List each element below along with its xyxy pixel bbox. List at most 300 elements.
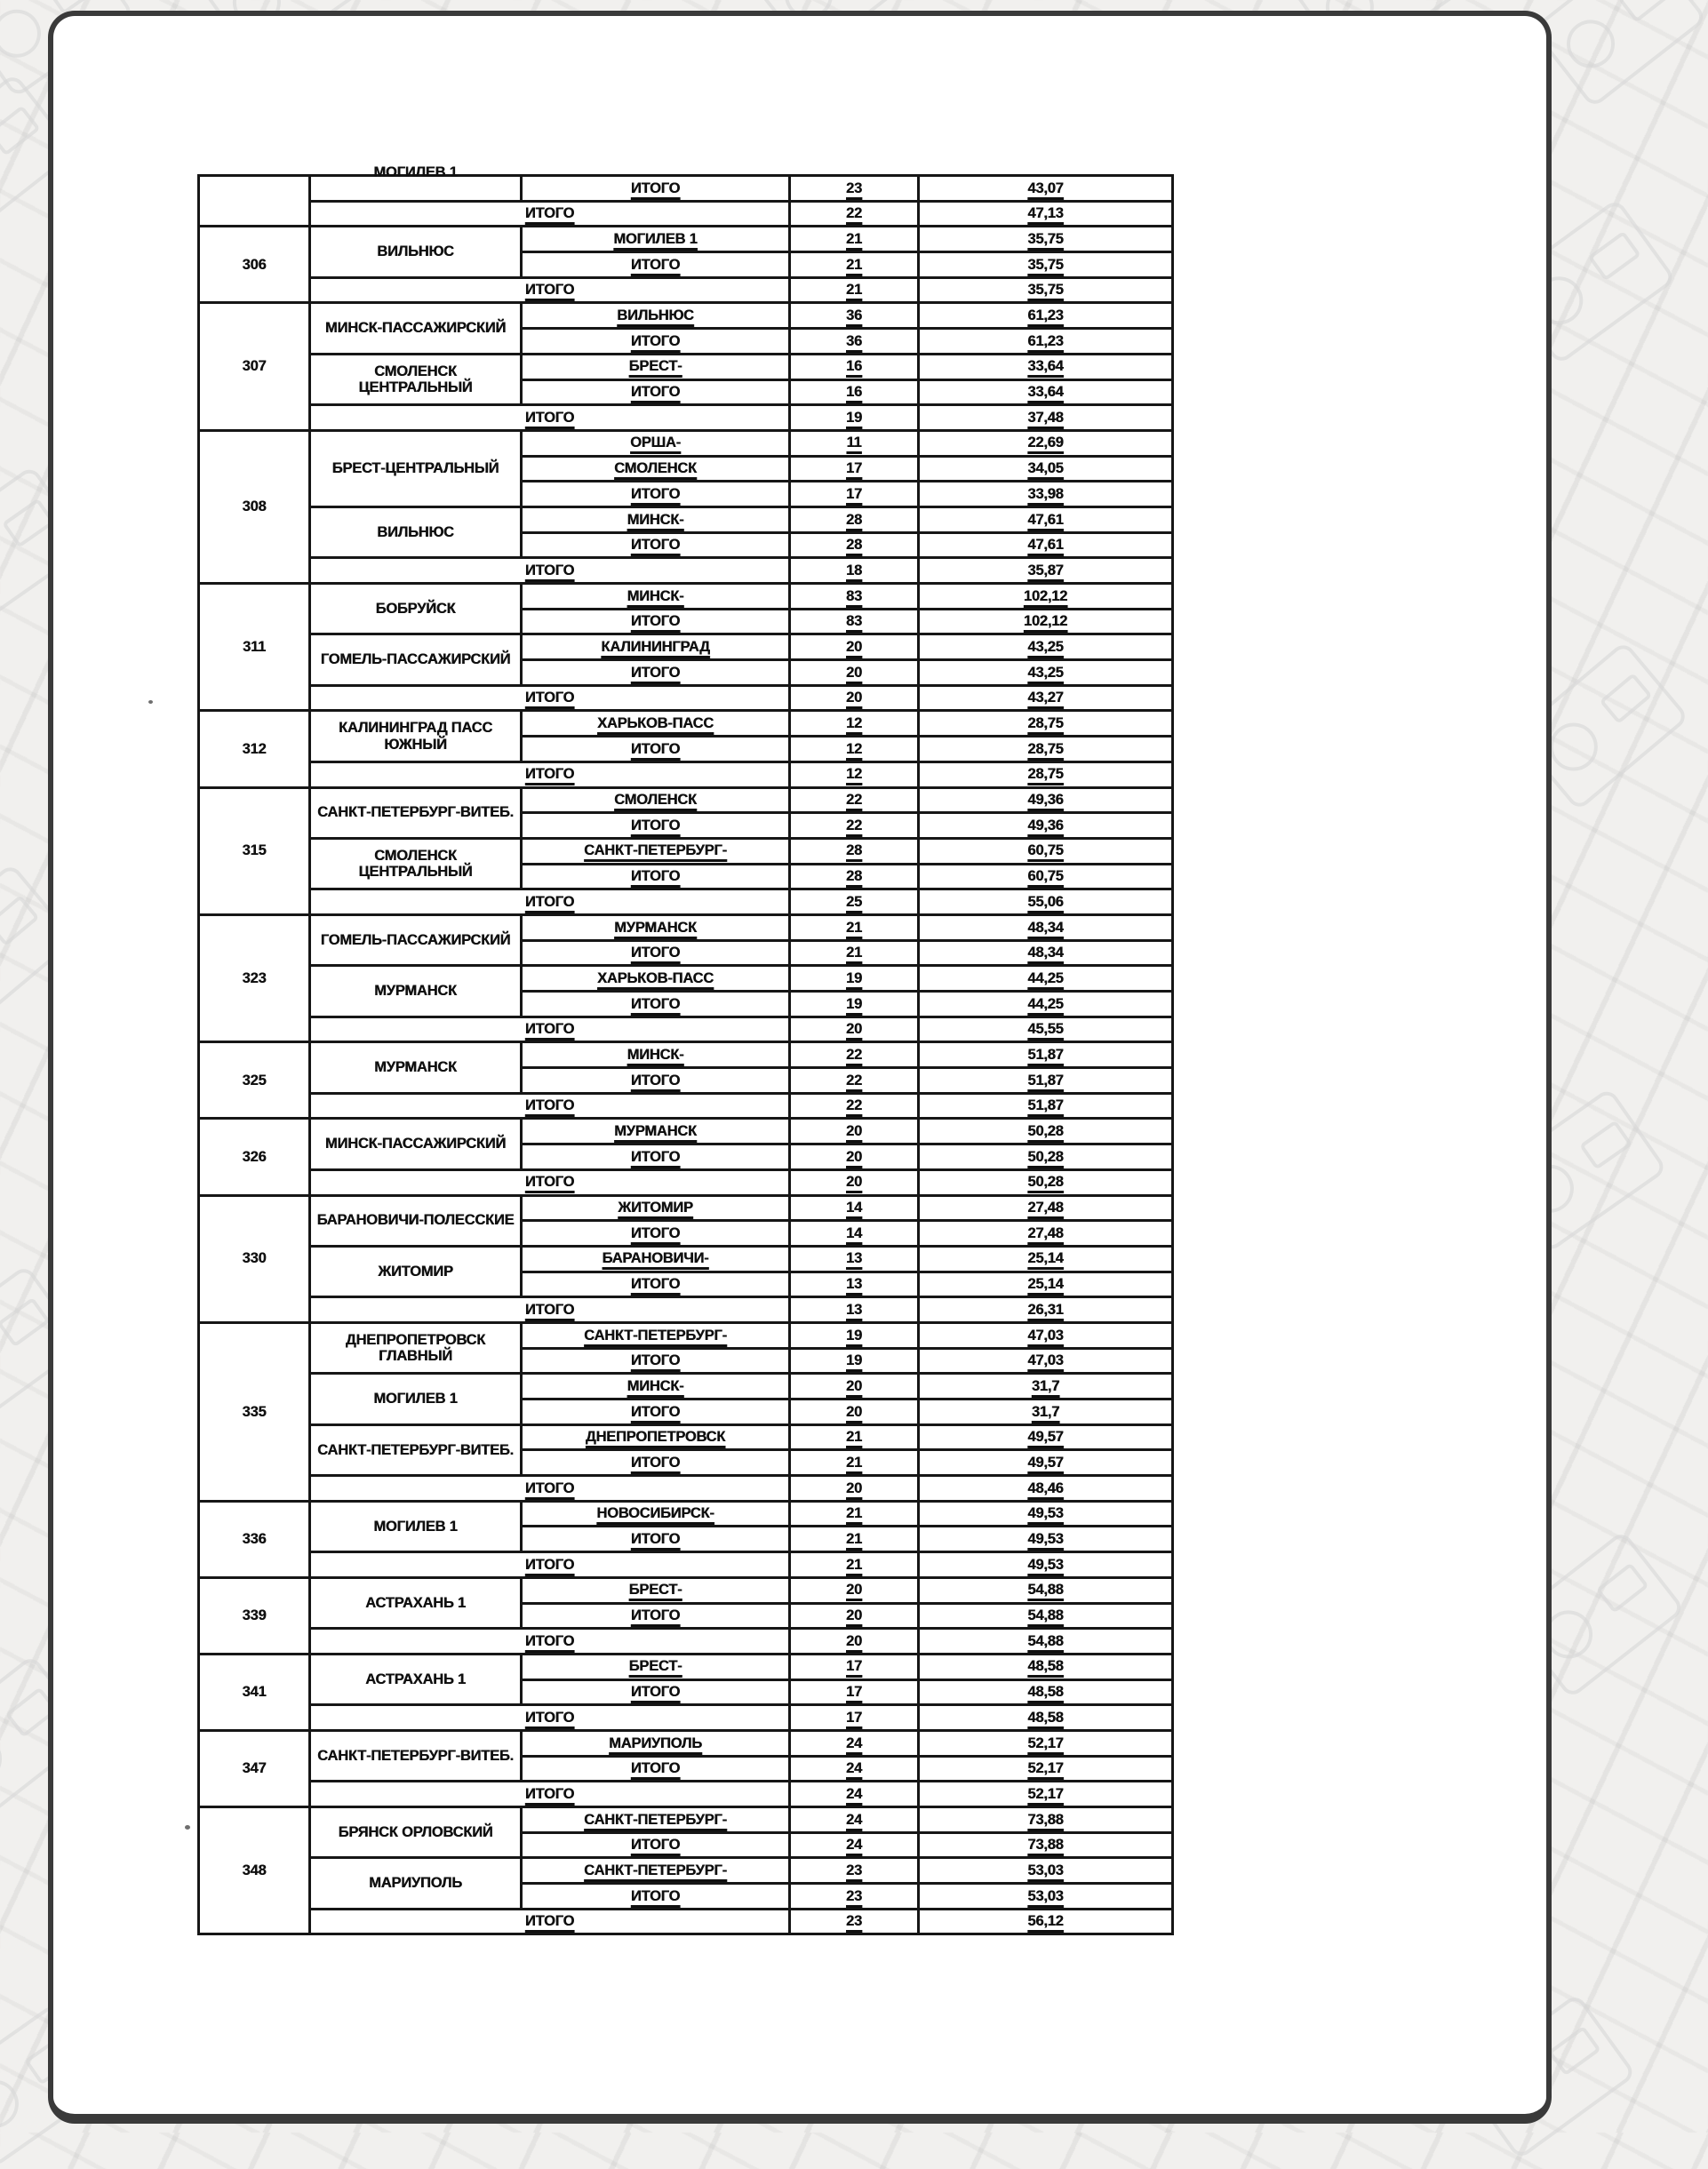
- count-cell: 20: [790, 660, 919, 686]
- value-cell: 49,53: [919, 1527, 1173, 1552]
- substation-cell: НОВОСИБИРСК-: [522, 1501, 790, 1527]
- substation-cell: ИТОГО: [522, 1450, 790, 1476]
- value-cell: 43,25: [919, 660, 1173, 686]
- table-row: [199, 1577, 1173, 1603]
- block-total-value: 52,17: [919, 1782, 1173, 1807]
- count-cell: 11: [790, 430, 919, 456]
- block-total-row: [199, 277, 1173, 303]
- block-total-row: [199, 558, 1173, 584]
- train-number-cell: 326: [199, 1119, 310, 1195]
- substation-cell: ИТОГО: [522, 1348, 790, 1374]
- station-cell: МОГИЛЕВ 1: [310, 1374, 522, 1424]
- substation-cell: МИНСК-: [522, 1042, 790, 1068]
- count-cell: 21: [790, 914, 919, 940]
- station-cell: БРЕСТ-ЦЕНТРАЛЬНЫЙ: [310, 430, 522, 506]
- scanned-page: [48, 11, 1552, 2124]
- table-row: [199, 1501, 1173, 1527]
- count-cell: 12: [790, 711, 919, 737]
- substation-cell: МИНСК-: [522, 1374, 790, 1399]
- substation-cell: ИТОГО: [522, 1679, 790, 1705]
- station-cell: АСТРАХАНЬ 1: [310, 1654, 522, 1704]
- block-total-value: 28,75: [919, 762, 1173, 787]
- value-cell: 31,7: [919, 1399, 1173, 1425]
- train-number-cell: 341: [199, 1654, 310, 1730]
- train-number-cell: 325: [199, 1042, 310, 1119]
- station-cell: САНКТ-ПЕТЕРБУРГ-ВИТЕБ.: [310, 1730, 522, 1781]
- table-row: [199, 914, 1173, 940]
- count-cell: 23: [790, 1884, 919, 1910]
- value-cell: 61,23: [919, 303, 1173, 329]
- value-cell: 49,57: [919, 1450, 1173, 1476]
- count-cell: 23: [790, 1858, 919, 1884]
- substation-cell: ВИЛЬНЮС: [522, 303, 790, 329]
- block-total-label: ИТОГО: [310, 1476, 790, 1502]
- substation-cell: ИТОГО: [522, 252, 790, 278]
- train-report-body: [199, 164, 1173, 1934]
- block-total-value: 54,88: [919, 1629, 1173, 1655]
- substation-cell: ИТОГО: [522, 992, 790, 1017]
- value-cell: 28,75: [919, 737, 1173, 762]
- value-cell: 53,03: [919, 1858, 1173, 1884]
- table-row: [199, 1730, 1173, 1756]
- substation-cell: ЖИТОМИР: [522, 1195, 790, 1221]
- block-total-count: 12: [790, 762, 919, 787]
- block-total-row: [199, 889, 1173, 915]
- substation-cell: ИТОГО: [522, 532, 790, 558]
- substation-cell: ИТОГО: [522, 940, 790, 966]
- table-row: [199, 506, 1173, 532]
- count-cell: 24: [790, 1730, 919, 1756]
- count-cell: 16: [790, 354, 919, 379]
- block-total-row: [199, 1705, 1173, 1731]
- station-cell: САНКТ-ПЕТЕРБУРГ-ВИТЕБ.: [310, 1424, 522, 1475]
- table-row: [199, 430, 1173, 456]
- station-cell: ВИЛЬНЮС: [310, 227, 522, 277]
- table-row: [199, 787, 1173, 813]
- value-cell: 53,03: [919, 1884, 1173, 1910]
- substation-cell: ИТОГО: [522, 1527, 790, 1552]
- substation-cell: СМОЛЕНСК: [522, 787, 790, 813]
- count-cell: 22: [790, 787, 919, 813]
- table-row: [199, 1654, 1173, 1679]
- table-row: [199, 1195, 1173, 1221]
- substation-cell: МАРИУПОЛЬ: [522, 1730, 790, 1756]
- train-number-cell: 312: [199, 711, 310, 787]
- count-cell: 14: [790, 1195, 919, 1221]
- station-cell: САНКТ-ПЕТЕРБУРГ-ВИТЕБ.: [310, 787, 522, 838]
- station-cell: МУРМАНСК: [310, 966, 522, 1017]
- count-cell: 19: [790, 1348, 919, 1374]
- substation-cell: ДНЕПРОПЕТРОВСК: [522, 1424, 790, 1450]
- substation-cell: ИТОГО: [522, 737, 790, 762]
- value-cell: 54,88: [919, 1577, 1173, 1603]
- block-total-label: ИТОГО: [310, 1552, 790, 1578]
- value-cell: 49,36: [919, 813, 1173, 839]
- block-total-label: ИТОГО: [310, 1629, 790, 1655]
- block-total-value: 45,55: [919, 1017, 1173, 1042]
- count-cell: 13: [790, 1246, 919, 1272]
- train-number-cell: 348: [199, 1807, 310, 1934]
- substation-cell: ИТОГО: [522, 1884, 790, 1910]
- count-cell: 22: [790, 1042, 919, 1068]
- count-cell: 17: [790, 456, 919, 482]
- count-cell: 17: [790, 1654, 919, 1679]
- substation-cell: ИТОГО: [522, 1756, 790, 1782]
- block-total-label: ИТОГО: [310, 1093, 790, 1119]
- table-row: [199, 966, 1173, 992]
- table-row: [199, 1424, 1173, 1450]
- value-cell: 47,61: [919, 506, 1173, 532]
- block-total-count: 20: [790, 1169, 919, 1195]
- substation-cell: САНКТ-ПЕТЕРБУРГ-: [522, 1807, 790, 1833]
- count-cell: 13: [790, 1272, 919, 1297]
- value-cell: 73,88: [919, 1807, 1173, 1833]
- block-total-count: 21: [790, 1552, 919, 1578]
- value-cell: 44,25: [919, 966, 1173, 992]
- train-number-cell: [199, 176, 310, 227]
- block-total-count: 18: [790, 558, 919, 584]
- substation-cell: САНКТ-ПЕТЕРБУРГ-: [522, 1322, 790, 1348]
- count-cell: 12: [790, 737, 919, 762]
- count-cell: 20: [790, 1119, 919, 1144]
- train-number-cell: 330: [199, 1195, 310, 1322]
- substation-cell: ИТОГО: [522, 1832, 790, 1858]
- block-total-count: 20: [790, 1476, 919, 1502]
- substation-cell: САНКТ-ПЕТЕРБУРГ-: [522, 838, 790, 864]
- table-row: [199, 354, 1173, 379]
- count-cell: 22: [790, 813, 919, 839]
- value-cell: 52,17: [919, 1756, 1173, 1782]
- value-cell: 22,69: [919, 430, 1173, 456]
- station-cell: СМОЛЕНСК ЦЕНТРАЛЬНЫЙ: [310, 838, 522, 889]
- substation-cell: ИТОГО: [522, 1221, 790, 1247]
- count-cell: 21: [790, 1450, 919, 1476]
- table-row: [199, 303, 1173, 329]
- count-cell: 24: [790, 1807, 919, 1833]
- train-report-table: [197, 164, 1174, 1935]
- substation-cell: ХАРЬКОВ-ПАСС: [522, 966, 790, 992]
- substation-cell: ИТОГО: [522, 1399, 790, 1425]
- block-total-label: ИТОГО: [310, 1297, 790, 1323]
- value-cell: 60,75: [919, 864, 1173, 889]
- block-total-value: 37,48: [919, 405, 1173, 431]
- count-cell: 21: [790, 1501, 919, 1527]
- substation-cell: ИТОГО: [522, 660, 790, 686]
- count-cell: 19: [790, 966, 919, 992]
- substation-cell: ИТОГО: [522, 329, 790, 355]
- count-cell: 23: [790, 176, 919, 202]
- block-total-value: 48,58: [919, 1705, 1173, 1731]
- substation-cell: ИТОГО: [522, 379, 790, 405]
- count-cell: 24: [790, 1756, 919, 1782]
- table-row: [199, 634, 1173, 660]
- value-cell: 61,23: [919, 329, 1173, 355]
- value-cell: 33,64: [919, 354, 1173, 379]
- block-total-row: [199, 1297, 1173, 1323]
- train-number-cell: 339: [199, 1577, 310, 1654]
- block-total-count: 19: [790, 405, 919, 431]
- count-cell: 16: [790, 379, 919, 405]
- station-cell: МАРИУПОЛЬ: [310, 1858, 522, 1909]
- block-total-row: [199, 1169, 1173, 1195]
- value-cell: 48,34: [919, 940, 1173, 966]
- block-total-value: 35,75: [919, 277, 1173, 303]
- count-cell: 20: [790, 1399, 919, 1425]
- count-cell: 20: [790, 634, 919, 660]
- station-cell: КАЛИНИНГРАД ПАСС ЮЖНЫЙ: [310, 711, 522, 762]
- train-number-cell: 315: [199, 787, 310, 914]
- value-cell: 25,14: [919, 1272, 1173, 1297]
- block-total-value: 35,87: [919, 558, 1173, 584]
- value-cell: 49,36: [919, 787, 1173, 813]
- train-number-cell: 311: [199, 584, 310, 711]
- block-total-count: 21: [790, 277, 919, 303]
- substation-cell: МИНСК-: [522, 584, 790, 610]
- table-row: [199, 1322, 1173, 1348]
- block-total-value: 49,53: [919, 1552, 1173, 1578]
- substation-cell: ИТОГО: [522, 1144, 790, 1170]
- block-total-value: 55,06: [919, 889, 1173, 915]
- value-cell: 60,75: [919, 838, 1173, 864]
- value-cell: 54,88: [919, 1603, 1173, 1629]
- table-row: [199, 584, 1173, 610]
- table-row: [199, 1119, 1173, 1144]
- substation-cell: БРЕСТ-: [522, 1577, 790, 1603]
- count-cell: 20: [790, 1603, 919, 1629]
- substation-cell: ИТОГО: [522, 1603, 790, 1629]
- count-cell: 36: [790, 303, 919, 329]
- block-total-count: 24: [790, 1782, 919, 1807]
- station-cell: МУРМАНСК: [310, 1042, 522, 1093]
- substation-cell: САНКТ-ПЕТЕРБУРГ-: [522, 1858, 790, 1884]
- table-row: [199, 1807, 1173, 1833]
- value-cell: 25,14: [919, 1246, 1173, 1272]
- substation-cell: ИТОГО: [522, 864, 790, 889]
- block-total-count: 22: [790, 1093, 919, 1119]
- substation-cell: СМОЛЕНСК: [522, 456, 790, 482]
- count-cell: 20: [790, 1374, 919, 1399]
- table-row: [199, 1042, 1173, 1068]
- block-total-count: 20: [790, 1629, 919, 1655]
- value-cell: 35,75: [919, 252, 1173, 278]
- block-total-row: [199, 1017, 1173, 1042]
- substation-cell: ХАРЬКОВ-ПАСС: [522, 711, 790, 737]
- block-total-label: ИТОГО: [310, 762, 790, 787]
- substation-cell: МУРМАНСК: [522, 1119, 790, 1144]
- block-total-row: [199, 1476, 1173, 1502]
- train-number-cell: 307: [199, 303, 310, 430]
- block-total-label: ИТОГО: [310, 201, 790, 227]
- value-cell: 49,53: [919, 1501, 1173, 1527]
- block-total-value: 50,28: [919, 1169, 1173, 1195]
- train-number-cell: 347: [199, 1730, 310, 1806]
- station-cell: МОГИЛЕВ 1: [310, 1501, 522, 1551]
- value-cell: 47,03: [919, 1322, 1173, 1348]
- block-total-label: ИТОГО: [310, 1909, 790, 1934]
- train-number-cell: 336: [199, 1501, 310, 1577]
- value-cell: 48,34: [919, 914, 1173, 940]
- block-total-label: ИТОГО: [310, 1017, 790, 1042]
- substation-cell: МИНСК-: [522, 506, 790, 532]
- count-cell: 28: [790, 864, 919, 889]
- value-cell: 43,25: [919, 634, 1173, 660]
- substation-cell: БРЕСТ-: [522, 354, 790, 379]
- substation-cell: БРЕСТ-: [522, 1654, 790, 1679]
- count-cell: 21: [790, 227, 919, 252]
- count-cell: 20: [790, 1577, 919, 1603]
- block-total-row: [199, 762, 1173, 787]
- value-cell: 27,48: [919, 1221, 1173, 1247]
- table-row: [199, 711, 1173, 737]
- value-cell: 50,28: [919, 1119, 1173, 1144]
- value-cell: 51,87: [919, 1068, 1173, 1094]
- block-total-label: ИТОГО: [310, 1782, 790, 1807]
- count-cell: 17: [790, 1679, 919, 1705]
- value-cell: 34,05: [919, 456, 1173, 482]
- value-cell: 102,12: [919, 584, 1173, 610]
- station-cell: БРЯНСК ОРЛОВСКИЙ: [310, 1807, 522, 1858]
- value-cell: 33,64: [919, 379, 1173, 405]
- block-total-label: ИТОГО: [310, 1169, 790, 1195]
- block-total-label: ИТОГО: [310, 277, 790, 303]
- substation-cell: ОРША-: [522, 430, 790, 456]
- count-cell: 28: [790, 532, 919, 558]
- block-total-count: 25: [790, 889, 919, 915]
- block-total-count: 17: [790, 1705, 919, 1731]
- value-cell: 51,87: [919, 1042, 1173, 1068]
- block-total-row: [199, 1093, 1173, 1119]
- station-cell: ДНЕПРОПЕТРОВСК ГЛАВНЫЙ: [310, 1322, 522, 1373]
- value-cell: 102,12: [919, 609, 1173, 634]
- count-cell: 36: [790, 329, 919, 355]
- table-row: [199, 1858, 1173, 1884]
- block-total-row: [199, 685, 1173, 711]
- block-total-count: 13: [790, 1297, 919, 1323]
- count-cell: 83: [790, 584, 919, 610]
- value-cell: 43,07: [919, 176, 1173, 202]
- train-number-cell: 335: [199, 1322, 310, 1501]
- station-cell: СМОЛЕНСК ЦЕНТРАЛЬНЫЙ: [310, 354, 522, 404]
- value-cell: 52,17: [919, 1730, 1173, 1756]
- table-row: [199, 227, 1173, 252]
- value-cell: 33,98: [919, 482, 1173, 507]
- block-total-value: 26,31: [919, 1297, 1173, 1323]
- count-cell: 22: [790, 1068, 919, 1094]
- count-cell: 21: [790, 252, 919, 278]
- block-total-row: [199, 1782, 1173, 1807]
- station-cell: МИНСК-ПАССАЖИРСКИЙ: [310, 303, 522, 354]
- table-row: [199, 176, 1173, 202]
- count-cell: 21: [790, 1424, 919, 1450]
- block-total-value: 56,12: [919, 1909, 1173, 1934]
- value-cell: 28,75: [919, 711, 1173, 737]
- substation-cell: ИТОГО: [522, 176, 790, 202]
- count-cell: 83: [790, 609, 919, 634]
- count-cell: 19: [790, 1322, 919, 1348]
- block-total-value: 47,13: [919, 201, 1173, 227]
- station-cell: БАРАНОВИЧИ-ПОЛЕССКИЕ: [310, 1195, 522, 1246]
- station-cell: МИНСК-ПАССАЖИРСКИЙ: [310, 1119, 522, 1169]
- station-name-clipped: МОГИЛЕВ 1: [373, 164, 458, 181]
- count-cell: 20: [790, 1144, 919, 1170]
- block-total-value: 48,46: [919, 1476, 1173, 1502]
- value-cell: 50,28: [919, 1144, 1173, 1170]
- count-cell: 21: [790, 940, 919, 966]
- block-total-count: 20: [790, 1017, 919, 1042]
- block-total-row: [199, 201, 1173, 227]
- scan-speck: [148, 700, 153, 704]
- station-cell: АСТРАХАНЬ 1: [310, 1577, 522, 1628]
- background-doodle-icon: [1530, 0, 1707, 108]
- table-row: [199, 838, 1173, 864]
- substation-cell: ИТОГО: [522, 813, 790, 839]
- block-total-row: [199, 1909, 1173, 1934]
- block-total-label: ИТОГО: [310, 1705, 790, 1731]
- value-cell: 73,88: [919, 1832, 1173, 1858]
- station-cell: [310, 164, 522, 202]
- block-total-row: [199, 1629, 1173, 1655]
- count-cell: 17: [790, 482, 919, 507]
- substation-cell: ИТОГО: [522, 1272, 790, 1297]
- value-cell: 27,48: [919, 1195, 1173, 1221]
- station-cell: ГОМЕЛЬ-ПАССАЖИРСКИЙ: [310, 914, 522, 965]
- station-cell: ЖИТОМИР: [310, 1246, 522, 1296]
- substation-cell: ИТОГО: [522, 1068, 790, 1094]
- substation-cell: КАЛИНИНГРАД: [522, 634, 790, 660]
- train-number-cell: 308: [199, 430, 310, 583]
- substation-cell: БАРАНОВИЧИ-: [522, 1246, 790, 1272]
- substation-cell: ИТОГО: [522, 482, 790, 507]
- substation-cell: МУРМАНСК: [522, 914, 790, 940]
- substation-cell: МОГИЛЕВ 1: [522, 227, 790, 252]
- block-total-label: ИТОГО: [310, 558, 790, 584]
- block-total-count: 22: [790, 201, 919, 227]
- count-cell: 19: [790, 992, 919, 1017]
- count-cell: 28: [790, 506, 919, 532]
- count-cell: 24: [790, 1832, 919, 1858]
- block-total-row: [199, 405, 1173, 431]
- count-cell: 14: [790, 1221, 919, 1247]
- value-cell: 48,58: [919, 1679, 1173, 1705]
- block-total-label: ИТОГО: [310, 405, 790, 431]
- table-row: [199, 1246, 1173, 1272]
- block-total-label: ИТОГО: [310, 685, 790, 711]
- train-number-cell: 306: [199, 227, 310, 303]
- block-total-value: 51,87: [919, 1093, 1173, 1119]
- scan-speck: [185, 1825, 190, 1830]
- value-cell: 44,25: [919, 992, 1173, 1017]
- value-cell: 35,75: [919, 227, 1173, 252]
- block-total-label: ИТОГО: [310, 889, 790, 915]
- block-total-value: 43,27: [919, 685, 1173, 711]
- block-total-row: [199, 1552, 1173, 1578]
- value-cell: 47,03: [919, 1348, 1173, 1374]
- value-cell: 47,61: [919, 532, 1173, 558]
- station-cell: ВИЛЬНЮС: [310, 506, 522, 557]
- count-cell: 28: [790, 838, 919, 864]
- block-total-count: 20: [790, 685, 919, 711]
- count-cell: 21: [790, 1527, 919, 1552]
- table-row: [199, 1374, 1173, 1399]
- station-cell: БОБРУЙСК: [310, 584, 522, 634]
- train-number-cell: 323: [199, 914, 310, 1041]
- block-total-count: 23: [790, 1909, 919, 1934]
- value-cell: 48,58: [919, 1654, 1173, 1679]
- value-cell: 31,7: [919, 1374, 1173, 1399]
- value-cell: 49,57: [919, 1424, 1173, 1450]
- station-cell: ГОМЕЛЬ-ПАССАЖИРСКИЙ: [310, 634, 522, 685]
- substation-cell: ИТОГО: [522, 609, 790, 634]
